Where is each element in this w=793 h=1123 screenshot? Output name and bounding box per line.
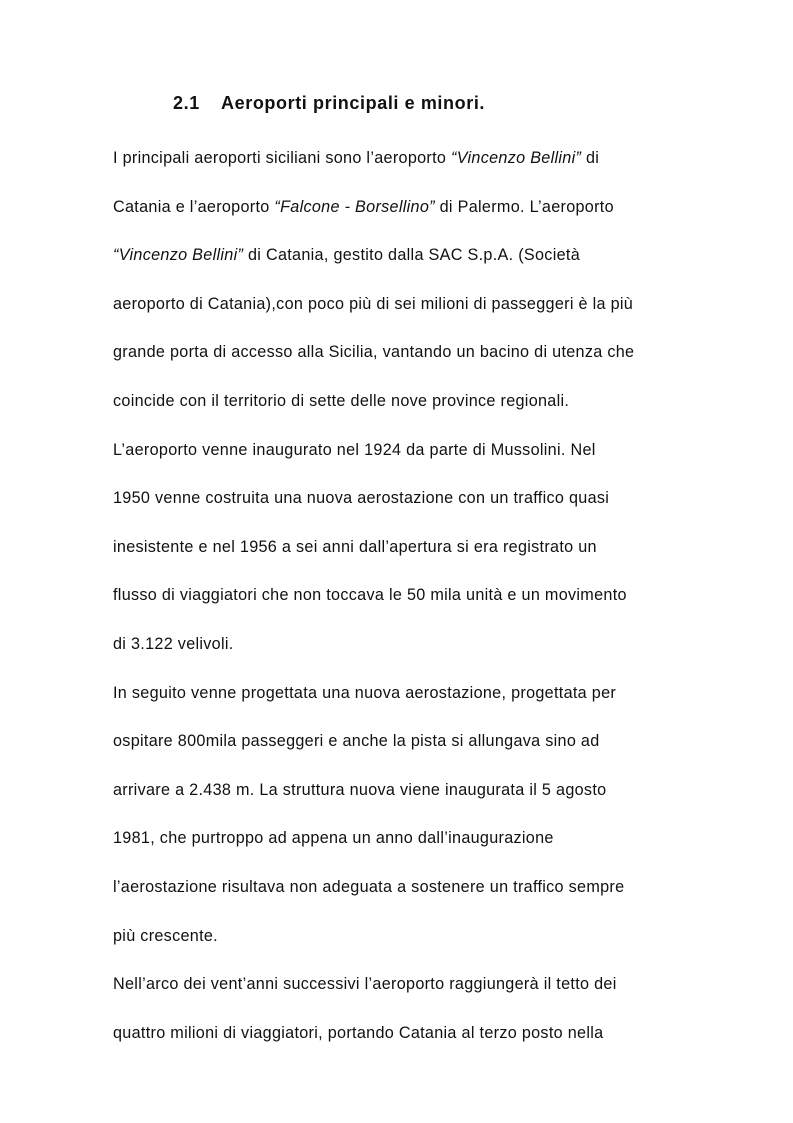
italic-segment: “Vincenzo Bellini”	[113, 246, 244, 265]
text-segment: l’aerostazione risultava non adeguata a sostenere un traffico sempre	[113, 878, 625, 896]
text-line	[113, 488, 609, 508]
text-line	[113, 780, 606, 800]
text-line	[113, 342, 634, 362]
text-line	[113, 440, 596, 460]
text-line	[113, 585, 627, 605]
text-segment: di 3.122 velivoli.	[113, 635, 234, 653]
text-segment: Nell’arco dei vent’anni successivi l’aeroporto raggiungerà il tetto dei	[113, 975, 617, 994]
text-segment: inesistente e nel 1956 a sei anni dall’apertura si era registrato un	[113, 537, 597, 556]
text-segment: aeroporto di Catania),con poco più di sei milioni di passeggeri è la più	[113, 294, 634, 313]
text-segment: più crescente.	[113, 926, 218, 945]
text-line	[113, 974, 617, 994]
text-line	[113, 1023, 603, 1043]
text-segment: quattro milioni di viaggiatori, portando Catania al terzo posto nella	[113, 1023, 604, 1042]
text-line	[113, 294, 633, 314]
text-segment: Catania e l’aeroporto	[113, 197, 275, 216]
text-segment: grande porta di accesso alla Sicilia, vantando un bacino di utenza che	[113, 343, 635, 362]
text-line	[113, 197, 614, 217]
text-line	[113, 731, 600, 751]
text-segment: In seguito venne progettata una nuova aerostazione, progettata per	[113, 683, 617, 702]
text-line	[113, 537, 597, 557]
section-number: 2.1	[173, 93, 200, 113]
text-segment: L’aeroporto venne inaugurato nel 1924 da parte di Mussolini. Nel	[113, 440, 596, 459]
italic-segment: “Falcone - Borsellino”	[274, 197, 435, 216]
text-line	[113, 877, 624, 897]
italic-segment: “Vincenzo Bellini”	[451, 149, 582, 167]
section-heading	[173, 93, 485, 114]
text-line	[113, 391, 569, 411]
text-segment: di Catania, gestito dalla SAC S.p.A. (Società	[243, 246, 580, 265]
text-line	[113, 683, 616, 703]
text-segment: I principali aeroporti siciliani sono l’aeroporto	[113, 149, 452, 167]
text-segment: 1950 venne costruita una nuova aerostazione con un traffico quasi	[113, 489, 610, 508]
text-segment: 1981, che purtroppo ad appena un anno dall’inaugurazione	[113, 829, 554, 848]
text-segment: di	[581, 149, 600, 167]
text-segment: coincide con il territorio di sette delle nove province regionali.	[113, 392, 570, 410]
section-title: Aeroporti principali e minori.	[221, 93, 486, 113]
text-line	[113, 245, 580, 265]
text-segment: flusso di viaggiatori che non toccava le 50 mila unità e un movimento	[113, 586, 627, 605]
text-line	[113, 634, 234, 654]
text-line	[113, 828, 554, 848]
text-segment: arrivare a 2.438 m. La struttura nuova viene inaugurata il 5 agosto	[113, 780, 607, 799]
text-line	[113, 148, 599, 168]
text-segment: di Palermo. L’aeroporto	[434, 197, 614, 216]
text-segment: ospitare 800mila passeggeri e anche la pista si allungava sino ad	[113, 732, 600, 751]
text-line	[113, 926, 218, 946]
